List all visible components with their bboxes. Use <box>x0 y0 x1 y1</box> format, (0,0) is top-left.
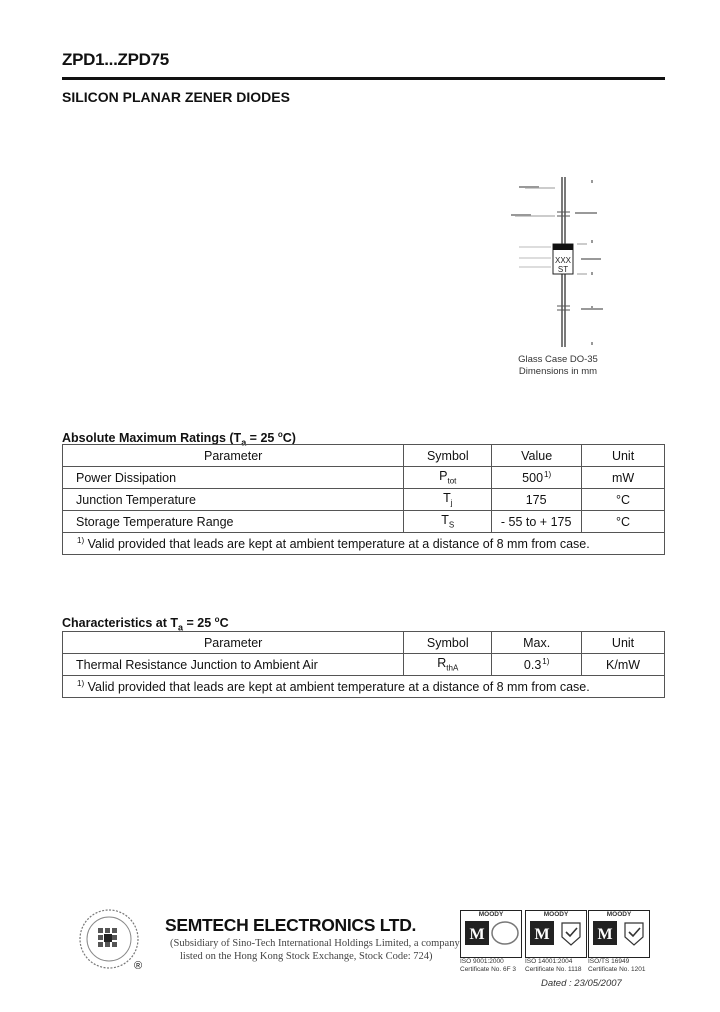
footnote: $^{1)}$ Valid provided that leads are kept at ambient temperature at a distance of 8 mm from case. <box>63 533 665 555</box>
value-cell: 500$^{1)}$ <box>492 467 582 489</box>
table-note-row <box>63 533 665 555</box>
header-parameter: Parameter <box>63 632 404 654</box>
dated-text: Dated : 23/05/2007 <box>541 978 622 989</box>
cert-line: Certificate No. 1118 <box>525 966 582 973</box>
unit-cell: mW <box>582 467 665 489</box>
header-max: Max. <box>492 632 582 654</box>
table-row <box>63 467 665 489</box>
abs-max-title: Absolute Maximum Ratings ($T_a = 25$ $^o$C) <box>62 430 296 448</box>
value-cell: 175 <box>492 489 582 511</box>
symbol-cell: $P_{tot}$ <box>404 467 492 489</box>
company-name: SEMTECH ELECTRONICS LTD. <box>165 915 417 935</box>
diagram-caption-line2: Dimensions in mm <box>518 366 598 377</box>
svg-text:M: M <box>597 926 613 943</box>
table-row <box>63 654 665 676</box>
symbol-cell: $T_j$ <box>404 489 492 511</box>
iso-cert-badge: MOODY M <box>588 910 650 958</box>
cert-line: Certificate No. 6F 3 <box>460 966 516 973</box>
cert-line: ISO 14001:2004 <box>525 958 573 965</box>
unit-cell: °C <box>582 489 665 511</box>
company-logo-icon <box>78 908 143 972</box>
diagram-caption-line1: Glass Case DO-35 <box>518 354 598 365</box>
value-cell: 0.3$^{1)}$ <box>492 654 582 676</box>
characteristics-table <box>62 631 665 698</box>
page-subtitle: SILICON PLANAR ZENER DIODES <box>62 89 290 105</box>
abs-max-table <box>62 444 665 555</box>
table-row <box>63 489 665 511</box>
moody-mark-icon <box>526 919 586 947</box>
cert-line: ISO 9001:2000 <box>460 958 504 965</box>
header-unit: Unit <box>582 445 665 467</box>
page-title: ZPD1...ZPD75 <box>62 50 169 69</box>
header-symbol: Symbol <box>404 445 492 467</box>
header-parameter: Parameter <box>63 445 404 467</box>
unit-cell: K/mW <box>582 654 665 676</box>
footnote: $^{1)}$ Valid provided that leads are kept at ambient temperature at a distance of 8 mm from case. <box>63 676 665 698</box>
registered-mark: ® <box>134 960 143 972</box>
header-value: Value <box>492 445 582 467</box>
symbol-cell: $T_S$ <box>404 511 492 533</box>
company-subsidiary-line1: (Subsidiary of Sino-Tech International Holdings Limited, a company <box>170 938 460 949</box>
iso-cert-badge: MOODY M <box>525 910 587 958</box>
band-text-st: ST <box>557 265 569 274</box>
cert-line: ISO/TS 16949 <box>588 958 630 965</box>
param-cell: Junction Temperature <box>63 489 404 511</box>
moody-mark-icon <box>461 919 521 947</box>
cert-line: Certificate No. 1201 <box>588 966 646 973</box>
iso-cert-badge: MOODY M <box>460 910 522 958</box>
unit-cell: °C <box>582 511 665 533</box>
table-row <box>63 511 665 533</box>
diagram-caption <box>500 354 616 378</box>
company-subsidiary-line2: listed on the Hong Kong Stock Exchange, Stock Code: 724) <box>180 951 433 962</box>
value-cell: - 55 to + 175 <box>492 511 582 533</box>
table-note-row <box>63 676 665 698</box>
param-cell: Power Dissipation <box>63 467 404 489</box>
symbol-cell: $R_{thA}$ <box>404 654 492 676</box>
title-rule <box>62 77 665 80</box>
moody-mark-icon <box>589 919 649 947</box>
table-header-row <box>63 445 665 467</box>
param-cell: Thermal Resistance Junction to Ambient Air <box>63 654 404 676</box>
param-cell: Storage Temperature Range <box>63 511 404 533</box>
band-text-xxx: XXX <box>554 256 572 265</box>
header-symbol: Symbol <box>404 632 492 654</box>
table-header-row <box>63 632 665 654</box>
svg-text:M: M <box>534 926 550 943</box>
header-unit: Unit <box>582 632 665 654</box>
svg-text:M: M <box>469 926 485 943</box>
diode-package-diagram <box>505 172 615 382</box>
characteristics-title: Characteristics at $T_a = 25$ $^o$C <box>62 615 229 633</box>
